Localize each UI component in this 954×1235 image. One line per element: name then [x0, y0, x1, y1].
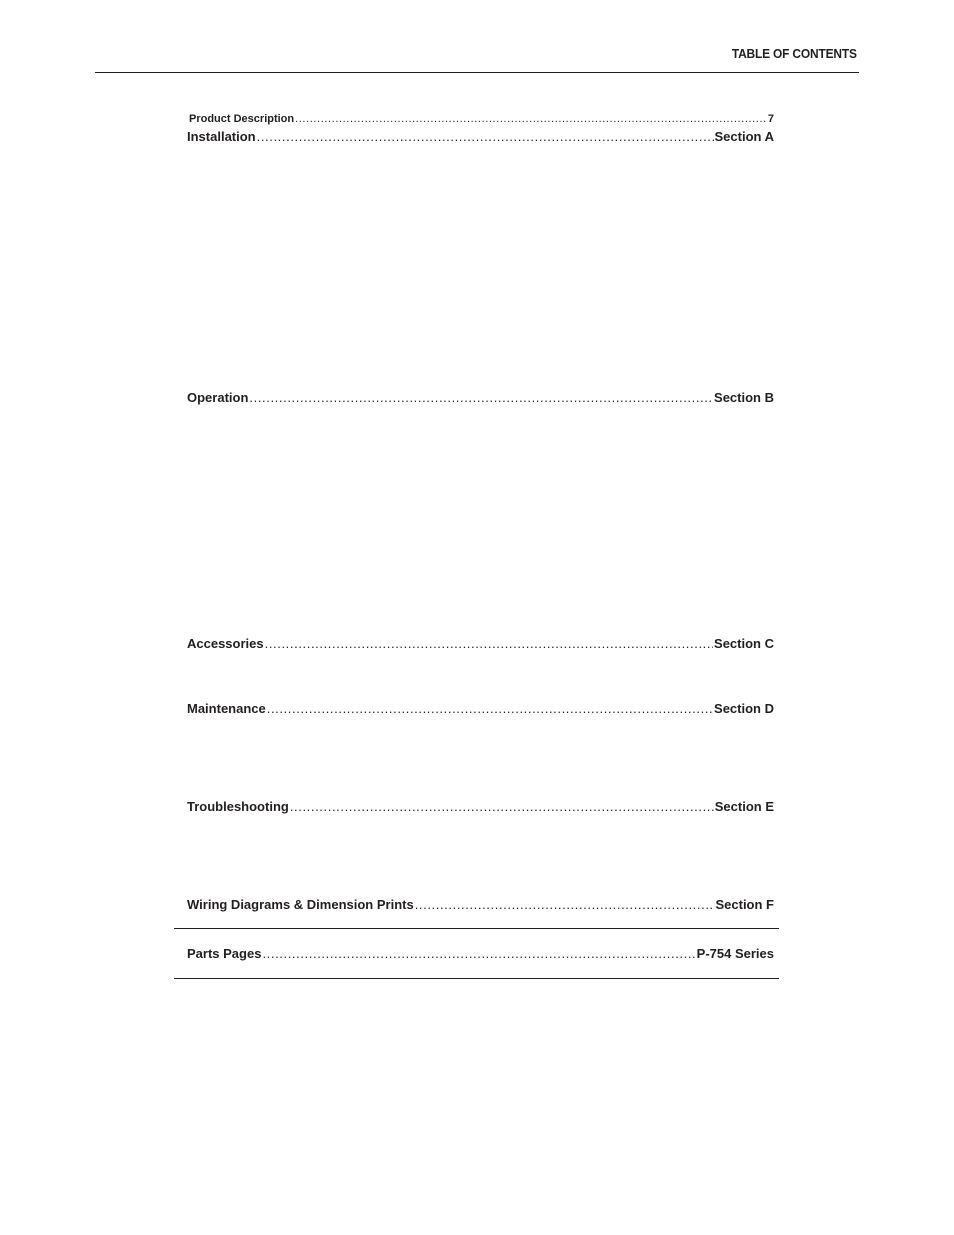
toc-entry-page: Section C [714, 636, 774, 651]
dot-leader [262, 946, 695, 961]
dot-leader [265, 636, 713, 651]
header-divider [95, 72, 859, 73]
page-header-title: TABLE OF CONTENTS [732, 46, 857, 61]
toc-entry-parts-pages[interactable] [187, 946, 774, 961]
toc-entry-troubleshooting[interactable] [187, 799, 774, 814]
toc-entry-page: Section D [714, 701, 774, 716]
toc-entry-page: 7 [767, 113, 774, 125]
dot-leader [415, 897, 715, 912]
toc-entry-installation[interactable] [187, 129, 774, 144]
dot-leader [295, 113, 767, 125]
toc-entry-product-description[interactable] [189, 113, 774, 125]
toc-entry-page: Section E [714, 799, 774, 814]
toc-entry-title: Operation [187, 390, 249, 405]
toc-entry-accessories[interactable] [187, 636, 774, 651]
toc-entry-title: Maintenance [187, 701, 266, 716]
dot-leader [290, 799, 714, 814]
toc-entry-page: P-754 Series [696, 946, 774, 961]
parts-section-bottom-rule [174, 978, 779, 979]
toc-entry-title: Parts Pages [187, 946, 262, 961]
toc-entry-maintenance[interactable] [187, 701, 774, 716]
toc-entry-title: Accessories [187, 636, 264, 651]
toc-entry-page: Section F [715, 897, 774, 912]
parts-section-top-rule [174, 928, 779, 929]
toc-entry-title: Installation [187, 129, 256, 144]
toc-entry-page: Section B [714, 390, 774, 405]
dot-leader [257, 129, 714, 144]
toc-entry-wiring-diagrams[interactable] [187, 897, 774, 912]
toc-entry-title: Product Description [189, 113, 295, 125]
toc-entry-title: Wiring Diagrams & Dimension Prints [187, 897, 414, 912]
dot-leader [249, 390, 713, 405]
dot-leader [267, 701, 713, 716]
toc-entry-operation[interactable] [187, 390, 774, 405]
toc-entry-page: Section A [714, 129, 774, 144]
toc-entry-title: Troubleshooting [187, 799, 289, 814]
